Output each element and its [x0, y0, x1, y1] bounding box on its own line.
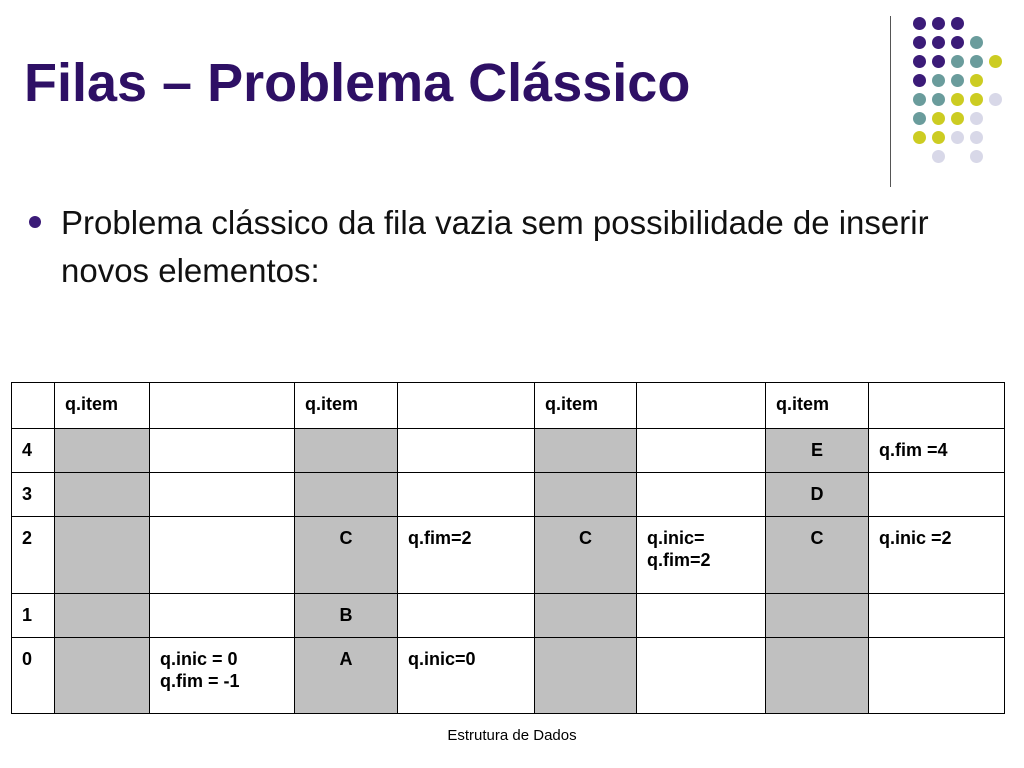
decor-dot [913, 36, 926, 49]
table-cell [398, 473, 535, 517]
table-cell [637, 473, 766, 517]
index-cell: 0 [12, 638, 55, 714]
table-header-cell [12, 383, 55, 429]
table-cell [55, 429, 150, 473]
table-cell [766, 638, 869, 714]
table-cell: B [295, 594, 398, 638]
table-cell [535, 594, 637, 638]
decor-dot [951, 74, 964, 87]
divider-line [890, 16, 891, 187]
table-cell [55, 638, 150, 714]
decor-dot [951, 93, 964, 106]
decor-dot [951, 131, 964, 144]
table-cell [637, 594, 766, 638]
table-cell: E [766, 429, 869, 473]
table-cell: q.inic= q.fim=2 [637, 517, 766, 594]
table-cell [150, 517, 295, 594]
table-header-cell [869, 383, 1005, 429]
page-title: Filas – Problema Clássico [24, 53, 691, 113]
decor-dot [970, 36, 983, 49]
bullet-marker [29, 216, 41, 228]
index-cell: 4 [12, 429, 55, 473]
decor-dot [989, 93, 1002, 106]
table-cell: C [295, 517, 398, 594]
table-cell [150, 429, 295, 473]
decor-dot [989, 55, 1002, 68]
table-cell [55, 517, 150, 594]
decor-dot [970, 55, 983, 68]
decor-dot [951, 112, 964, 125]
decor-dot [970, 131, 983, 144]
table-header-row [12, 383, 1005, 429]
table-header-cell: q.item [295, 383, 398, 429]
table-cell [869, 638, 1005, 714]
table-cell: A [295, 638, 398, 714]
decor-dot [913, 17, 926, 30]
index-cell: 1 [12, 594, 55, 638]
index-cell: 2 [12, 517, 55, 594]
table-cell: q.fim =4 [869, 429, 1005, 473]
index-cell: 3 [12, 473, 55, 517]
table-cell [295, 473, 398, 517]
table-cell [766, 594, 869, 638]
decor-dot [932, 93, 945, 106]
queue-table [11, 382, 1005, 714]
table-cell [637, 638, 766, 714]
decor-dot [932, 17, 945, 30]
table-row [12, 594, 1005, 638]
table-cell: C [535, 517, 637, 594]
table-header-cell: q.item [535, 383, 637, 429]
table-cell [398, 429, 535, 473]
table-header-cell: q.item [55, 383, 150, 429]
footer-text: Estrutura de Dados [447, 727, 577, 744]
decor-dot [970, 112, 983, 125]
table-header-cell: q.item [766, 383, 869, 429]
decor-dot [913, 74, 926, 87]
decor-dot [932, 112, 945, 125]
table-cell [295, 429, 398, 473]
decor-dot [932, 36, 945, 49]
table-cell: D [766, 473, 869, 517]
table-cell [150, 594, 295, 638]
decor-dot [970, 74, 983, 87]
table-cell: q.inic = 0 q.fim = -1 [150, 638, 295, 714]
decor-dot [970, 150, 983, 163]
decor-dot [932, 150, 945, 163]
table-header-cell [398, 383, 535, 429]
decor-dot [932, 74, 945, 87]
table-row [12, 473, 1005, 517]
table-cell: C [766, 517, 869, 594]
decor-dot [913, 112, 926, 125]
table-row [12, 517, 1005, 594]
table-cell [55, 473, 150, 517]
table-cell [55, 594, 150, 638]
table-cell [637, 429, 766, 473]
table-cell [150, 473, 295, 517]
decor-dot [913, 93, 926, 106]
decor-dot [913, 131, 926, 144]
table-cell [869, 594, 1005, 638]
table-cell: q.inic=0 [398, 638, 535, 714]
decor-dot [932, 55, 945, 68]
table-row [12, 638, 1005, 714]
table-cell [535, 473, 637, 517]
table-header-cell [150, 383, 295, 429]
decor-dot [951, 17, 964, 30]
table-cell [535, 638, 637, 714]
decor-dot [951, 36, 964, 49]
decor-dot [932, 131, 945, 144]
table-row [12, 429, 1005, 473]
decor-dot [913, 55, 926, 68]
decor-dot [970, 93, 983, 106]
table-header-cell [637, 383, 766, 429]
table-cell [869, 473, 1005, 517]
bullet-text: Problema clássico da fila vazia sem possibilidade de inserir novos elementos: [61, 204, 929, 289]
table-cell: q.inic =2 [869, 517, 1005, 594]
decor-dot [951, 55, 964, 68]
table-cell: q.fim=2 [398, 517, 535, 594]
table-cell [398, 594, 535, 638]
table-cell [535, 429, 637, 473]
